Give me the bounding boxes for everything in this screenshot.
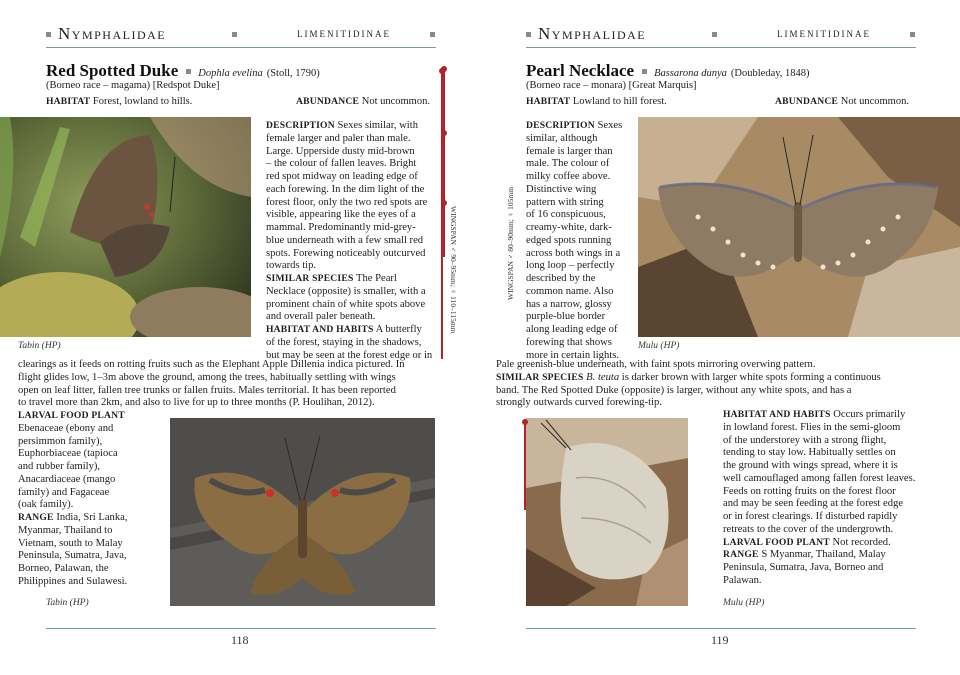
subfamily-heading: limenitidinae [297, 25, 391, 40]
habits-line: tending to stay low. Habitually settles on [723, 447, 896, 459]
habits-line-0: HABITAT AND HABITS A butterfly [266, 324, 422, 335]
description-line: along leading edge of [526, 324, 618, 335]
left-running-header [46, 24, 436, 44]
similar-line: band. The Red Spotted Duke (opposite) is larger, without any white spots, and has a [496, 384, 852, 396]
larval-label: LARVAL FOOD PLANT [18, 410, 125, 421]
description-line: blue underneath with a few small red [266, 234, 424, 246]
description-line: purple-blue border [526, 311, 606, 323]
habits-line: well camouflaged among fallen forest leaves. [723, 472, 916, 484]
photo-pearl-necklace-open-wings [638, 117, 960, 337]
photo-red-spotted-duke-open-wings [170, 418, 435, 606]
title-square-icon [186, 69, 191, 74]
habits-line: or in forest clearings. If disturbed rapidly [723, 511, 898, 522]
description-line: red spot midway on leading edge of [266, 171, 418, 182]
description-line: of 16 conspicuous, [526, 209, 606, 221]
red-margin-bar [524, 420, 526, 510]
description-block [526, 120, 636, 362]
description-block [266, 120, 441, 362]
range-line: Philippines and Sulawesi. [18, 575, 128, 587]
header-square-icon [232, 32, 237, 37]
abundance-text: Not uncommon. [840, 96, 909, 107]
photo-pearl-necklace-underside [526, 418, 688, 606]
description-line: mammal. Predominantly mid-grey- [266, 222, 416, 233]
larval-line: Euphorbiaceae (tapioca [18, 448, 118, 460]
description-line-0: DESCRIPTION Sexes similar, with [266, 120, 418, 131]
similar-line-0: SIMILAR SPECIES B. teuta is darker brown with larger white spots forming a continuous [496, 371, 881, 383]
page-number: 118 [231, 633, 249, 647]
larval-label: LARVAL FOOD PLANT [723, 536, 830, 548]
range-label: RANGE [18, 512, 54, 523]
larval-line: (oak family). [18, 499, 74, 511]
page-number: 119 [711, 633, 729, 647]
description-line: Large. Upperside dusty mid-brown [266, 145, 415, 157]
footer-rule [46, 628, 436, 629]
habitat-line [526, 95, 667, 108]
habits-line: in lowland forest. Flies in the semi-gloom [723, 421, 901, 433]
red-margin-dot [439, 68, 445, 74]
description-line: creamy-white, dark- [526, 222, 612, 233]
description-line: long loop – perfectly [526, 260, 615, 272]
habits-label: HABITAT AND HABITS [266, 324, 374, 335]
abundance-line [296, 95, 430, 108]
similar-label: SIMILAR SPECIES [266, 273, 354, 284]
race-line: (Borneo race – monara) [Great Marquis] [526, 80, 697, 91]
species-author: (Doubleday, 1848) [730, 68, 810, 79]
species-title [46, 61, 436, 81]
photo-caption: Mulu (HP) [723, 598, 765, 608]
description-line: milky coffee above. [526, 171, 611, 182]
range-line: Myanmar, Thailand to [18, 524, 113, 536]
abundance-label: ABUNDANCE [296, 96, 360, 107]
paragraph-line: Pale greenish-blue underneath, with faint spots mirroring overwing pattern. [496, 359, 816, 370]
paragraph-line: clearings as it feeds on rotting fruits such as the Elephant Apple Dillenia indica pictured. In [18, 359, 405, 370]
similar-line-0: SIMILAR SPECIES The Pearl [266, 273, 397, 284]
description-line: across both wings in a [526, 247, 621, 259]
photo-caption: Tabin (HP) [18, 341, 61, 351]
similar-line: strongly outwards curved forewing-tip. [496, 397, 662, 409]
habits-line: Feeds on rotting fruits on the forest floor [723, 485, 896, 497]
habitat-line [46, 95, 192, 108]
range-line-0: RANGE S Myanmar, Thailand, Malay [723, 549, 886, 561]
header-square-icon [712, 32, 717, 37]
description-line: each forewing. In the dim light of the [266, 183, 425, 195]
photo-red-spotted-duke-perched [0, 117, 251, 337]
right-running-header [526, 24, 916, 44]
description-line: Distinctive wing [526, 183, 597, 195]
red-margin-bar [443, 67, 445, 257]
similar-line: prominent chain of white spots above [266, 298, 426, 310]
habits-line: of the understorey with a strong flight, [723, 434, 887, 446]
description-line: similar, although [526, 132, 598, 144]
description-line: common name. Also [526, 285, 614, 297]
range-line: Borneo, Palawan, the [18, 563, 109, 574]
subfamily-heading: limenitidinae [777, 25, 871, 40]
description-line: spots. Forewing noticeably outcurved [266, 247, 426, 259]
common-name: Red Spotted Duke [46, 61, 179, 80]
full-width-paragraph [18, 359, 438, 410]
range-line: Peninsula, Sumatra, Java, [18, 550, 127, 562]
photo-caption: Mulu (HP) [638, 341, 680, 351]
similar-species-name: B. teuta [586, 371, 620, 383]
common-name: Pearl Necklace [526, 61, 635, 80]
range-line: Vietnam, south to Malay [18, 537, 123, 549]
header-square-icon [526, 32, 531, 37]
scientific-name: Dophla evelina [198, 68, 263, 79]
description-line: more in certain lights. [526, 349, 619, 361]
description-line: pattern with string [526, 196, 604, 208]
header-square-icon [910, 32, 915, 37]
title-square-icon [642, 69, 647, 74]
description-line: towards tip. [266, 260, 317, 272]
red-margin-bar [441, 69, 443, 359]
family-heading: Nymphalidae [58, 24, 167, 43]
wingspan-label: WINGSPAN ♂ 90–95mm; ♀ 110–115mm [449, 206, 458, 334]
description-label: DESCRIPTION [266, 120, 335, 131]
race-line: (Borneo race – magama) [Redspot Duke] [46, 80, 220, 91]
description-line: – the colour of fallen leaves. Bright [266, 158, 417, 170]
description-line: has a narrow, glossy [526, 298, 612, 310]
habits-line: of the forest, staying in the shadows, [266, 336, 422, 348]
habits-block [723, 409, 923, 588]
photo-caption: Tabin (HP) [46, 598, 89, 608]
habitat-text: Forest, lowland to hills. [92, 96, 193, 107]
similar-line: and overall paler beneath. [266, 311, 376, 323]
description-line: edged spots running [526, 234, 612, 246]
description-line: forest floor, only the two red spots are [266, 196, 428, 208]
habits-line: but may be seen at the forest edge or in [266, 349, 433, 361]
larval-line: Ebenaceae (ebony and [18, 422, 114, 434]
range-line-0: RANGE India, Sri Lanka, [18, 512, 128, 523]
right-page [480, 0, 960, 675]
paragraph-line: flight glides low, 1–3m above the ground, among the trees, habitually settling with wings [18, 371, 396, 383]
description-line: male. The colour of [526, 158, 610, 170]
habits-line: the ground with wings spread, where it is [723, 460, 898, 471]
family-heading: Nymphalidae [538, 24, 647, 43]
species-title [526, 61, 916, 81]
habits-line: and may be seen feeding at the forest edge [723, 498, 904, 510]
habitat-label: HABITAT [46, 96, 91, 107]
wingspan-label: WINGSPAN ♂ 80–90mm; ♀ 105mm [506, 186, 515, 300]
abundance-text: Not uncommon. [361, 96, 430, 107]
description-line: visible, appearing like the eyes of a [266, 209, 416, 221]
header-square-icon [430, 32, 435, 37]
header-square-icon [46, 32, 51, 37]
larval-line: family) and Fagaceae [18, 486, 110, 498]
abundance-label: ABUNDANCE [775, 96, 839, 107]
larval-line: persimmon family), [18, 435, 103, 447]
similar-label: SIMILAR SPECIES [496, 371, 584, 383]
larval-range-block [18, 410, 168, 589]
range-label: RANGE [723, 549, 759, 561]
description-line: described by the [526, 273, 596, 284]
red-margin-dot [522, 419, 528, 425]
abundance-line [775, 95, 909, 108]
range-line: Peninsula, Sumatra, Java, Borneo and [723, 562, 884, 573]
paragraph-line: open on leaf litter, fallen tree trunks or fallen fruits. Males territorial. It has been reported [18, 384, 396, 396]
description-line: female larger and paler than male. [266, 132, 411, 144]
header-rule [46, 47, 436, 48]
header-rule [526, 47, 916, 48]
paragraph-line: to travel more than 2km, and also to live for up to three months (P. Houlihan, 2012). [18, 397, 375, 409]
description-line-0: DESCRIPTION Sexes [526, 120, 623, 131]
habits-label: HABITAT AND HABITS [723, 409, 831, 420]
similar-line: Necklace (opposite) is smaller, with a [266, 285, 426, 297]
habits-line-0: HABITAT AND HABITS Occurs primarily [723, 409, 906, 420]
species-author: (Stoll, 1790) [266, 68, 320, 79]
larval-line: Anacardiaceae (mango [18, 473, 116, 485]
description-line: forewing that shows [526, 336, 612, 348]
description-label: DESCRIPTION [526, 120, 595, 131]
habitat-text: Lowland to hill forest. [572, 96, 667, 107]
habitat-label: HABITAT [526, 96, 571, 107]
full-width-paragraph [496, 359, 936, 410]
scientific-name: Bassarona dunya [654, 68, 727, 79]
larval-line: and rubber family), [18, 461, 101, 472]
habits-line: retreats to the cover of the undergrowth. [723, 523, 894, 535]
description-line: female is larger than [526, 145, 613, 157]
larval-line: LARVAL FOOD PLANT Not recorded. [723, 536, 891, 548]
range-line: Palawan. [723, 574, 762, 586]
footer-rule [526, 628, 916, 629]
